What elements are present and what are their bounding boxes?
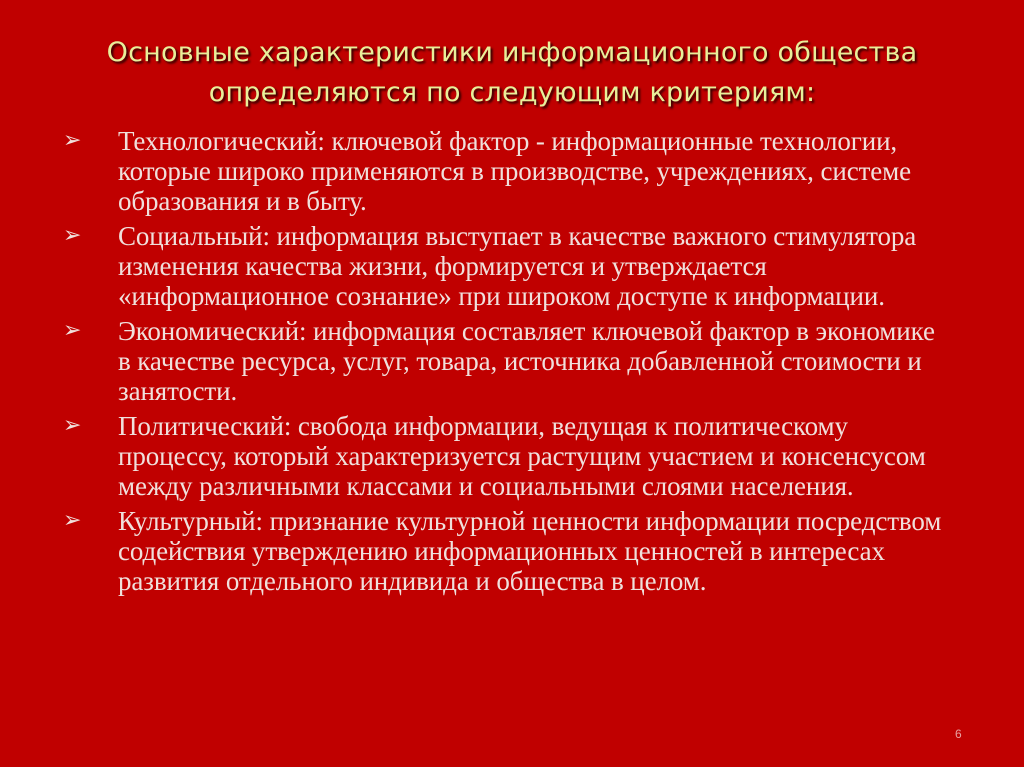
- arrow-bullet-icon: ➢: [63, 318, 82, 343]
- arrow-bullet-icon: ➢: [63, 508, 82, 533]
- criteria-item-social: [63, 221, 943, 311]
- criteria-list: [63, 126, 943, 601]
- slide-title: [40, 33, 984, 113]
- criteria-item-text: Культурный: признание культурной ценности информации посредством содействия утверждению информационных ценностей в интересах развития отдельного индивида и общества в целом.: [118, 506, 942, 596]
- criteria-item-technological: [63, 126, 943, 216]
- criteria-item-text: Экономический: информация составляет ключевой фактор в экономике в качестве ресурса, услуг, товара, источника добавленной стоимости и занятости.: [118, 316, 935, 406]
- criteria-item-cultural: [63, 506, 943, 596]
- criteria-item-economic: [63, 316, 943, 406]
- criteria-item-political: [63, 411, 943, 501]
- arrow-bullet-icon: ➢: [63, 413, 82, 438]
- criteria-item-text: Политический: свобода информации, ведущая к политическому процессу, который характеризуется растущим участием и консенсусом между различными классами и социальными слоями населения.: [118, 411, 926, 501]
- slide-title-line-1: Основные характеристики информационного общества: [106, 37, 918, 68]
- arrow-bullet-icon: ➢: [63, 128, 82, 153]
- arrow-bullet-icon: ➢: [63, 223, 82, 248]
- criteria-item-text: Технологический: ключевой фактор - информационные технологии, которые широко применяются в производстве, учреждениях, системе образования и в быту.: [118, 126, 912, 216]
- page-number: 6: [955, 727, 962, 741]
- slide-title-line-2: определяются по следующим критериям:: [208, 77, 816, 108]
- criteria-item-text: Социальный: информация выступает в качестве важного стимулятора изменения качества жизни, формируется и утверждается «информационное сознание» при широком доступе к информации.: [118, 221, 917, 311]
